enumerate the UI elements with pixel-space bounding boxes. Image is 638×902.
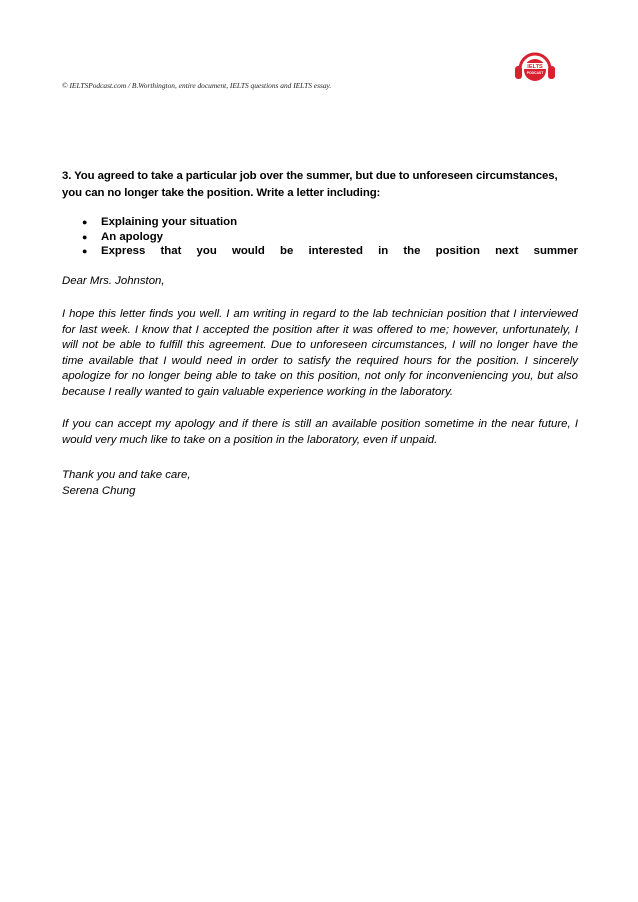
bullet-word: next [495, 245, 519, 258]
logo-text-top: IELTS [527, 64, 543, 70]
bullet-text: An apology [101, 230, 164, 243]
bullet-item [82, 215, 578, 230]
bullet-text-justified [101, 244, 578, 259]
bullet-word: in [378, 245, 389, 258]
letter-salutation: Dear Mrs. Johnston, [62, 275, 165, 287]
bullet-word: summer [533, 245, 578, 258]
bullet-word: would [231, 245, 265, 258]
letter-closing: Thank you and take care, [62, 469, 191, 481]
letter-signature: Serena Chung [62, 485, 136, 497]
bullet-text: Explaining your situation [101, 216, 238, 228]
bullet-word: you [196, 245, 217, 258]
copyright-notice: © IELTSPodcast.com / B.Worthington, entire document, IELTS questions and IELTS essay. [62, 81, 332, 90]
bullet-word: position [435, 245, 480, 258]
task-prompt: 3. You agreed to take a particular job over the summer, but due to unforeseen circumstances, you can no longer take the position. Write a letter including: [62, 170, 558, 199]
bullet-word: interested [308, 245, 363, 258]
bullet-word: that [160, 245, 182, 258]
bullet-icon: ● [82, 246, 88, 257]
bullet-icon: ● [82, 231, 88, 242]
bullet-item [82, 244, 578, 259]
logo-text-bottom: PODCAST [526, 71, 544, 75]
bullet-icon: ● [82, 217, 88, 227]
letter-paragraph-1: I hope this letter finds you well. I am writing in regard to the lab technician position that I interviewed for last week. I know that I accepted the position after it was offered to me; however, unfortunately, I will not be able to fulfill this agreement. Due to unforeseen circumstances, I will no longer have the time available that I would need in order to satisfy the required hours for the position. I sincerely apologize for no longer being able to take on this position, not only for inconveniencing you, but also because I really wanted to gain valuable experience working in the laboratory. [62, 308, 578, 398]
letter-paragraph-2: If you can accept my apology and if there is still an available position sometime in the near future, I would very much like to take on a position in the laboratory, even if unpaid. [62, 418, 578, 446]
task-bullet-list [82, 215, 578, 259]
bullet-word: Express [101, 245, 146, 258]
ielts-podcast-logo [512, 45, 558, 85]
bullet-word: be [280, 245, 294, 258]
bullet-word: the [403, 245, 421, 258]
bullet-item [82, 230, 578, 245]
